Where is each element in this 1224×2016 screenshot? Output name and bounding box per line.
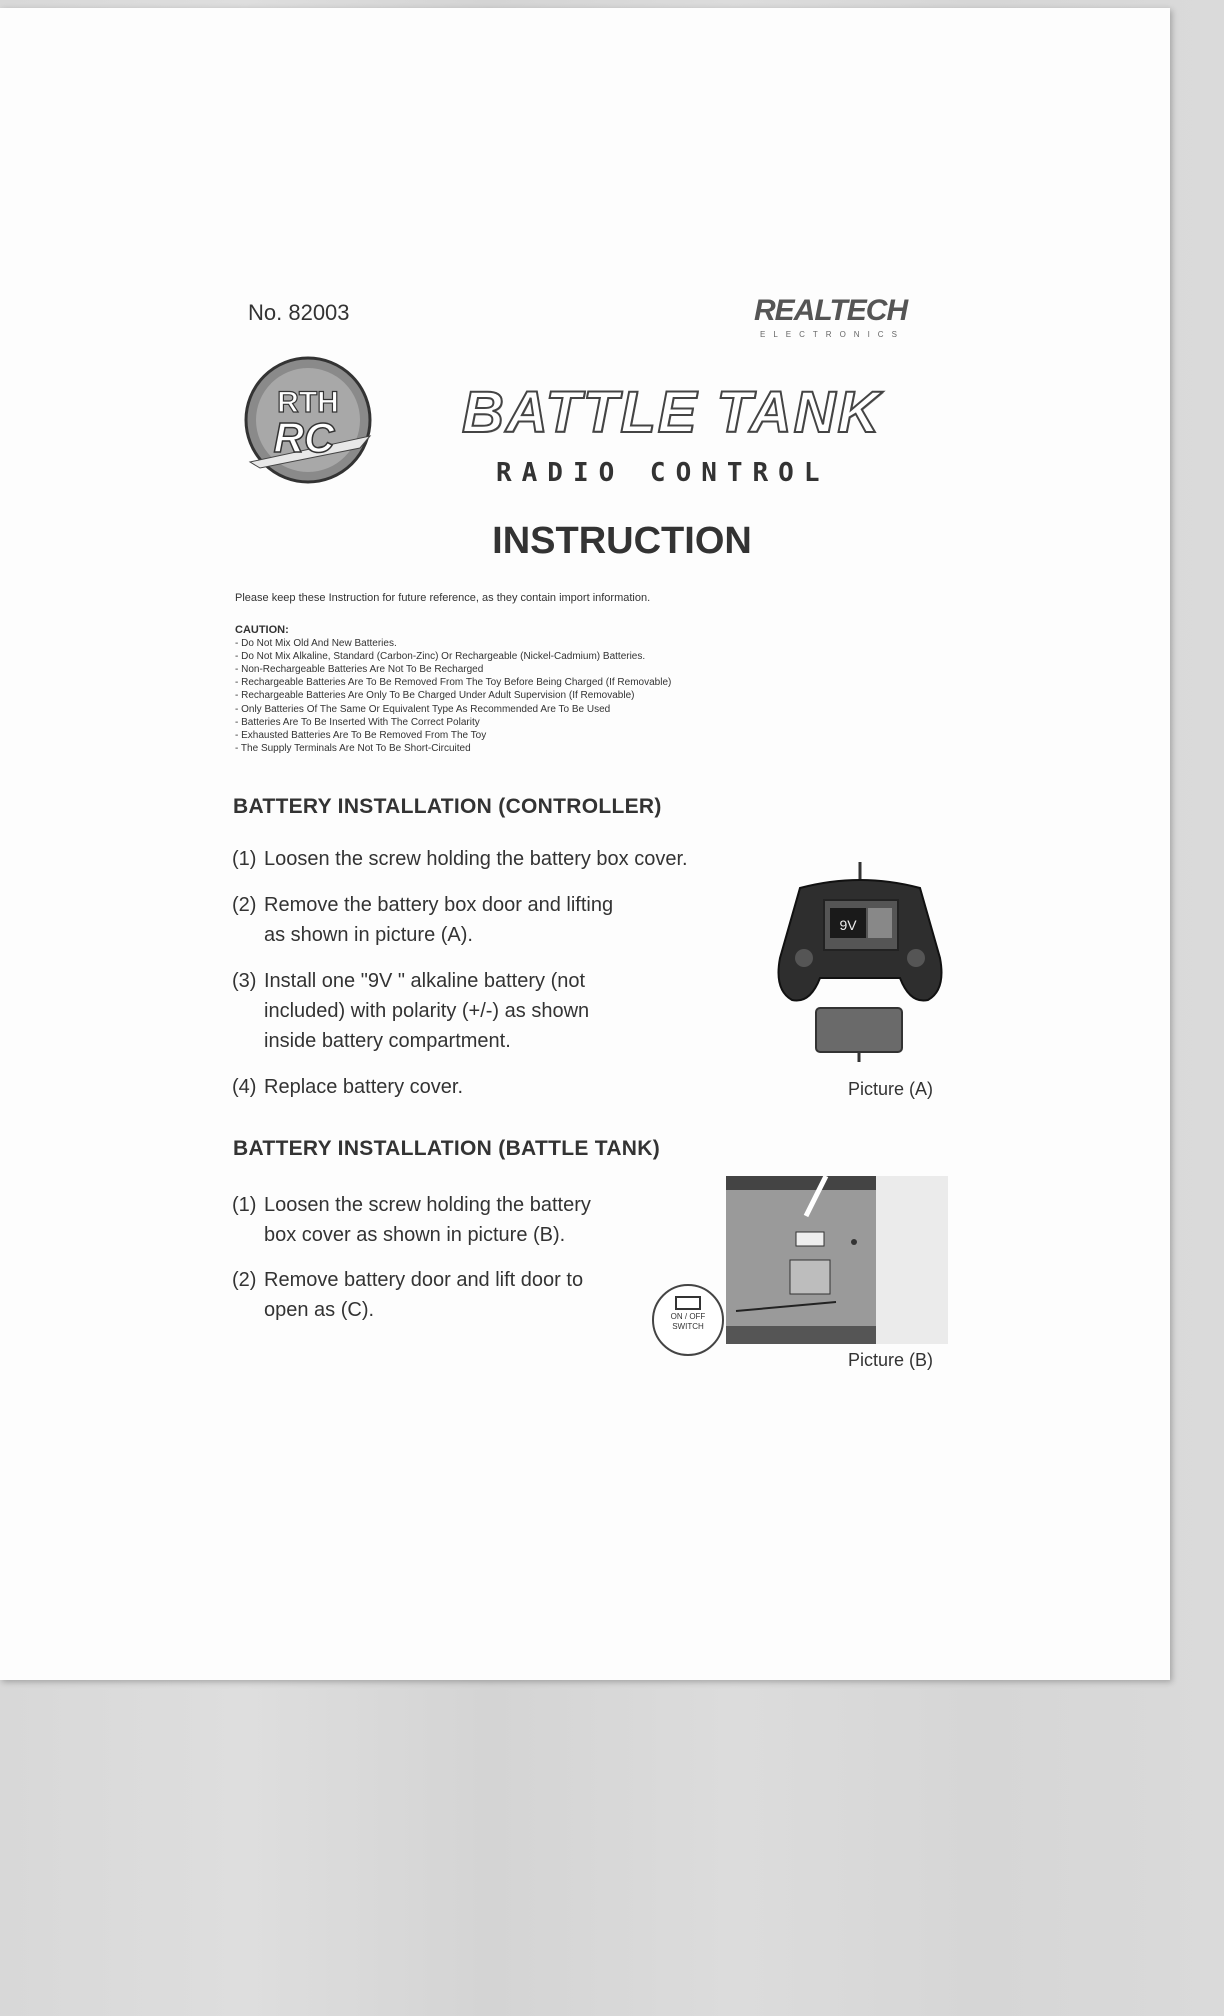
step-number: (2) xyxy=(232,1269,257,1291)
caution-item: - The Supply Terminals Are Not To Be Short-Circuited xyxy=(235,742,471,754)
step-text: Loosen the screw holding the battery xyxy=(264,1194,591,1216)
controller-section-title: BATTERY INSTALLATION (CONTROLLER) xyxy=(233,795,662,818)
switch-label: ON / OFF xyxy=(670,1312,706,1321)
step-text: open as (C). xyxy=(264,1299,375,1321)
product-subtitle: RADIO CONTROL xyxy=(496,458,830,488)
step-number: (3) xyxy=(232,970,257,992)
step-text: Replace battery cover. xyxy=(264,1076,463,1098)
caution-item: - Rechargeable Batteries Are Only To Be Charged Under Adult Supervision (If Removable) xyxy=(235,690,635,702)
controller-step-1 xyxy=(232,844,688,874)
svg-text:RTH: RTH xyxy=(277,386,339,419)
switch-label: SWITCH xyxy=(672,1322,704,1331)
battery-label: 9V xyxy=(839,917,857,933)
caution-block xyxy=(235,624,671,755)
step-text: Remove battery door and lift door to xyxy=(264,1269,584,1291)
caution-item: - Only Batteries Of The Same Or Equivalent Type As Recommended Are To Be Used xyxy=(235,703,611,715)
picture-a-caption: Picture (A) xyxy=(848,1079,934,1099)
step-text: included) with polarity (+/-) as shown xyxy=(264,1000,590,1022)
step-number: (1) xyxy=(232,1194,257,1216)
brand-name: REALTECH xyxy=(754,294,908,327)
step-text: Remove the battery box door and lifting xyxy=(264,894,614,916)
intro-text: Please keep these Instruction for future reference, as they contain import information. xyxy=(235,592,651,604)
realtech-logo xyxy=(740,292,950,352)
step-text: Install one "9V " alkaline battery (not xyxy=(264,970,586,992)
rth-rc-logo xyxy=(240,352,380,492)
step-text: inside battery compartment. xyxy=(264,1030,511,1052)
picture-b-caption: Picture (B) xyxy=(848,1350,934,1370)
step-text: Loosen the screw holding the battery box cover. xyxy=(264,848,688,870)
step-text: as shown in picture (A). xyxy=(264,924,473,946)
step-number: (4) xyxy=(232,1076,257,1098)
switch-icon xyxy=(675,1296,701,1310)
step-number: (1) xyxy=(232,848,257,870)
caution-item: - Exhausted Batteries Are To Be Removed From The Toy xyxy=(235,729,487,741)
document-number: No. 82003 xyxy=(248,300,350,325)
controller-step-2 xyxy=(232,890,613,950)
caution-item: - Non-Rechargeable Batteries Are Not To Be Recharged xyxy=(235,664,484,676)
svg-text:RC: RC xyxy=(273,414,335,461)
tank-picture xyxy=(726,1176,948,1344)
instruction-heading: INSTRUCTION xyxy=(492,520,752,562)
controller-step-3 xyxy=(232,966,589,1056)
step-number: (2) xyxy=(232,894,257,916)
caution-item: - Batteries Are To Be Inserted With The Correct Polarity xyxy=(235,716,480,728)
caution-item: - Do Not Mix Old And New Batteries. xyxy=(235,638,397,650)
step-text: box cover as shown in picture (B). xyxy=(264,1224,566,1246)
caution-item: - Do Not Mix Alkaline, Standard (Carbon-Zinc) Or Rechargeable (Nickel-Cadmium) Batteries. xyxy=(235,651,646,663)
caution-item: - Rechargeable Batteries Are To Be Removed From The Toy Before Being Charged (If Removable) xyxy=(235,677,672,689)
on-off-switch-callout xyxy=(652,1284,724,1356)
caution-heading: CAUTION: xyxy=(235,624,289,636)
product-title: BATTLE TANK xyxy=(462,380,882,445)
controller-picture xyxy=(760,858,960,1070)
controller-step-4 xyxy=(232,1072,463,1102)
tank-section-title: BATTERY INSTALLATION (BATTLE TANK) xyxy=(233,1137,661,1160)
tank-step-2 xyxy=(232,1265,583,1325)
brand-subtitle: ELECTRONICS xyxy=(760,330,905,339)
tank-step-1 xyxy=(232,1190,591,1250)
